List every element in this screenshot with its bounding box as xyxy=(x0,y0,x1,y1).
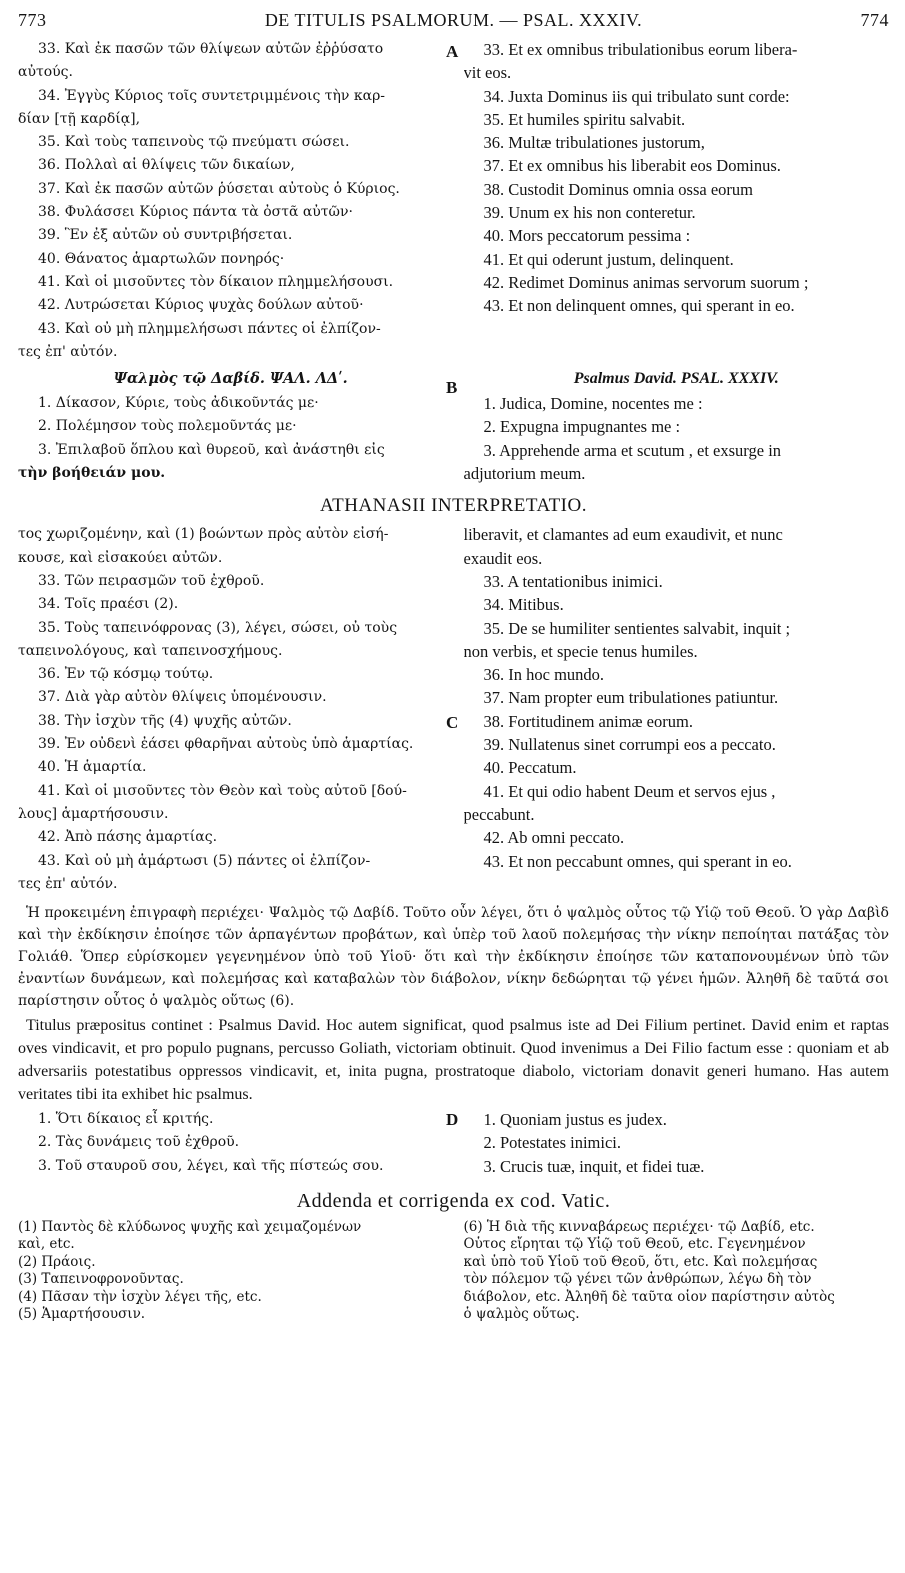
latin-line: non verbis, et specie tenus humiles. xyxy=(463,641,698,661)
greek-line: δίαν [τῇ καρδίᾳ], xyxy=(18,110,141,127)
greek-line: τὴν βοήθειάν μου. xyxy=(18,465,166,482)
latin-line: 33. Et ex omnibus tribulationibus eorum libera- xyxy=(483,40,798,59)
latin-line: 37. Et ex omnibus his liberabit eos Dominus. xyxy=(483,156,781,176)
greek-line: 38. Φυλάσσει Κύριος πάντα τὰ ὀστᾶ αὐτῶν· xyxy=(38,204,353,221)
latin-line: 39. Nullatenus sinet corrumpi eos a peccato. xyxy=(483,735,776,755)
running-head xyxy=(18,10,889,38)
greek-line: 38. Τὴν ἰσχὺν τῆς (4) ψυχῆς αὐτῶν. xyxy=(38,712,292,729)
greek-line: 3. Τοῦ σταυροῦ σου, λέγει, καὶ τῆς πίστεώς σου. xyxy=(38,1157,384,1174)
latin-line: 42. Redimet Dominus animas servorum suorum ; xyxy=(483,272,809,292)
latin-line: 38. Custodit Dominus omnia ossa eorum xyxy=(483,179,753,199)
latin-line: 43. Et non delinquent omnes, qui sperant in eo. xyxy=(483,296,795,316)
note-line: (6) Ἡ διὰ τῆς κινναβάρεως περιέχει· τῷ Δαβίδ, etc. xyxy=(463,1218,815,1235)
greek-line: 34. Τοῖς πραέσι (2). xyxy=(38,596,179,613)
greek-line: τες ἐπ' αὐτόν. xyxy=(18,343,118,360)
addenda-title: Addenda et corrigenda ex cod. Vatic. xyxy=(296,1189,611,1212)
greek-line: 1. Ὅτι δίκαιος εἶ κριτής. xyxy=(38,1111,214,1128)
latin-column xyxy=(454,38,890,364)
greek-psalm-title: Ψαλμὸς τῷ Δαβίδ. ΨΑΛ. ΛΔʹ. xyxy=(113,370,348,388)
greek-line: 37. Διὰ γὰρ αὐτὸν θλίψεις ὑπομένουσιν. xyxy=(38,689,327,706)
latin-line: 39. Unum ex his non conteretur. xyxy=(483,203,696,223)
greek-line: 41. Καὶ οἱ μισοῦντες τὸν Θεὸν καὶ τοὺς αὐτοῦ [δού- xyxy=(38,782,407,799)
greek-line: 2. Τὰς δυνάμεις τοῦ ἐχθροῦ. xyxy=(38,1134,240,1151)
notes-right xyxy=(454,1219,890,1324)
latin-line: liberavit, et clamantes ad eum exaudivit, et nunc xyxy=(463,525,783,545)
note-line: (3) Ταπεινοφρονοῦντας. xyxy=(18,1271,184,1288)
latin-line: 43. Et non peccabunt omnes, qui sperant in eo. xyxy=(483,851,792,871)
latin-column xyxy=(454,1108,890,1178)
note-line: Οὗτος εἴρηται τῷ Υἱῷ τοῦ Θεοῦ, etc. Γεγενημένον xyxy=(463,1236,806,1253)
latin-line: 38. Fortitudinem animæ eorum. xyxy=(483,711,693,731)
latin-line: 40. Peccatum. xyxy=(483,758,577,778)
section-title: ATHANASII INTERPRETATIO. xyxy=(320,495,587,517)
greek-paragraph: Ἡ προκειμένη ἐπιγραφὴ περιέχει· Ψαλμὸς τῷ Δαβίδ. Τοῦτο οὖν λέγει, ὅτι ὁ ψαλμὸς οὗτος τῷ Υἱῷ τοῦ Θεοῦ. Ὁ γὰρ Δαβὶδ καὶ τὴν ἐκδίκησιν ἐποίησε τῶν ἁρπαγέντων προβάτων, καὶ ὑπὲρ τοῦ λαοῦ πολεμήσας τὴν νίκην πεποίηται πατάξας τὸν Γολιάθ. Ὅπερ εὑρίσκομεν γεγενημένον ὑπὸ τοῦ Υἱοῦ· ὅτι καὶ τὴν ἐκδίκησιν ἐποίησε τῶν καταπονουμένων ὑπὸ τῶν ἐναντίων δυνάμεων, καὶ πολεμήσας καὶ καταβαλὼν τὸν διάβολον, νίκην δεδώρηται τῷ γένει ἡμῶν. Ἀληθῆ δὲ ταῦτά σοι παρίστησιν οὗτος ὁ ψαλμὸς οὕτως (6). xyxy=(18,905,889,1010)
greek-line: 35. Καὶ τοὺς ταπεινοὺς τῷ πνεύματι σώσει. xyxy=(38,134,350,151)
greek-line: 1. Δίκασον, Κύριε, τοὺς ἀδικοῦντάς με· xyxy=(38,395,319,412)
greek-line: 42. Ἀπὸ πάσης ἁμαρτίας. xyxy=(38,829,218,846)
latin-line: adjutorium meum. xyxy=(463,464,586,484)
greek-line: 2. Πολέμησον τοὺς πολεμοῦντάς με· xyxy=(38,418,297,435)
addenda-notes xyxy=(18,1219,889,1324)
latin-line: 34. Mitibus. xyxy=(483,595,564,615)
latin-line: 3. Apprehende arma et scutum , et exsurge in xyxy=(483,440,782,460)
greek-column xyxy=(18,1108,454,1178)
note-line: τὸν πόλεμον τῷ γένει τῶν ἀνθρώπων, λέγω δὴ τὸν xyxy=(463,1271,812,1288)
page-number-left: 773 xyxy=(18,10,47,30)
note-line: (5) Ἁμαρτήσουσιν. xyxy=(18,1306,146,1323)
latin-line: 2. Potestates inimici. xyxy=(483,1133,621,1153)
latin-line: 36. In hoc mundo. xyxy=(483,665,605,685)
greek-column xyxy=(18,523,454,896)
note-line: καὶ ὑπὸ τοῦ Υἱοῦ τοῦ Θεοῦ, ὅτι, etc. Καὶ πολεμήσας xyxy=(463,1253,818,1270)
greek-line: 39. Ἓν ἐξ αὐτῶν οὐ συντριβήσεται. xyxy=(38,227,293,244)
greek-line: ταπεινολόγους, καὶ ταπεινοσχήμους. xyxy=(18,642,283,659)
greek-line: 36. Ἐν τῷ κόσμῳ τούτῳ. xyxy=(38,666,214,683)
greek-line: 43. Καὶ οὐ μὴ πλημμελήσωσι πάντες οἱ ἐλπίζον- xyxy=(38,320,381,337)
interpretatio-block xyxy=(18,523,889,896)
note-line: (2) Πράοις. xyxy=(18,1253,96,1270)
note-line: ὁ ψαλμὸς οὕτως. xyxy=(463,1306,580,1323)
greek-line: 34. Ἐγγὺς Κύριος τοῖς συντετριμμένοις τὴν καρ- xyxy=(38,87,386,104)
notes-left xyxy=(18,1219,454,1324)
greek-commentary xyxy=(18,902,889,1012)
latin-line: 42. Ab omni peccato. xyxy=(483,828,625,848)
note-line: διάβολον, etc. Ἀληθῆ δὲ ταῦτα οἷον παρίστησιν αὐτὸς xyxy=(463,1288,835,1305)
margin-marker-b: B xyxy=(446,378,458,398)
latin-line: 3. Crucis tuæ, inquit, et fidei tuæ. xyxy=(483,1156,705,1176)
psalm-verses-d xyxy=(18,1108,889,1178)
greek-column xyxy=(18,366,454,485)
greek-line: τος χωριζομένην, καὶ (1) βοώντων πρὸς αὐτὸν εἰσή- xyxy=(18,526,389,543)
latin-line: 40. Mors peccatorum pessima : xyxy=(483,226,691,246)
note-line: καὶ, etc. xyxy=(18,1236,75,1253)
latin-line: exaudit eos. xyxy=(463,548,543,568)
greek-line: 36. Πολλαὶ αἱ θλίψεις τῶν δικαίων, xyxy=(38,157,295,174)
margin-marker-c: C xyxy=(446,713,459,733)
latin-line: 37. Nam propter eum tribulationes patiuntur. xyxy=(483,688,779,708)
running-title: DE TITULIS PSALMORUM. — PSAL. XXXIV. xyxy=(264,10,643,30)
page-number-right: 774 xyxy=(860,10,889,30)
psalm-34-opening xyxy=(18,366,889,485)
greek-line: λους] ἁμαρτήσουσιν. xyxy=(18,805,169,822)
latin-line: 33. A tentationibus inimici. xyxy=(483,571,663,591)
greek-line: 39. Ἐν οὐδενὶ ἐάσει φθαρῆναι αὐτοὺς ὑπὸ ἁμαρτίας. xyxy=(38,736,414,753)
greek-line: τες ἐπ' αὐτόν. xyxy=(18,875,118,892)
greek-column xyxy=(18,38,454,364)
greek-line: κουσε, καὶ εἰσακούει αὐτῶν. xyxy=(18,549,223,566)
greek-line: 42. Λυτρώσεται Κύριος ψυχὰς δούλων αὐτοῦ· xyxy=(38,297,364,314)
latin-column xyxy=(454,523,890,896)
note-line: (1) Παντὸς δὲ κλύδωνος ψυχῆς καὶ χειμαζομένων xyxy=(18,1218,362,1235)
greek-line: 40. Θάνατος ἁμαρτωλῶν πονηρός· xyxy=(38,250,285,267)
greek-line: 3. Ἐπιλαβοῦ ὅπλου καὶ θυρεοῦ, καὶ ἀνάστηθι εἰς xyxy=(38,441,385,458)
verses-33-43 xyxy=(18,38,889,364)
latin-line: 2. Expugna impugnantes me : xyxy=(483,417,681,437)
greek-line: 40. Ἡ ἁμαρτία. xyxy=(38,759,147,776)
latin-line: vit eos. xyxy=(463,63,512,83)
greek-line: αὐτούς. xyxy=(18,64,73,81)
latin-column xyxy=(454,366,890,485)
greek-line: 37. Καὶ ἐκ πασῶν αὐτῶν ῥύσεται αὐτοὺς ὁ Κύριος. xyxy=(38,180,400,197)
note-line: (4) Πᾶσαν τὴν ἰσχὺν λέγει τῆς, etc. xyxy=(18,1288,262,1305)
latin-line: 35. Et humiles spiritu salvabit. xyxy=(483,109,686,129)
latin-line: 34. Juxta Dominus iis qui tribulato sunt corde: xyxy=(483,86,790,106)
latin-line: 41. Et qui oderunt justum, delinquent. xyxy=(483,249,734,269)
latin-paragraph: Titulus præpositus continet : Psalmus David. Hoc autem significat, quod psalmus iste ad Dei Filium pertinet. David enim et raptas oves vindicavit, et pro populo pugnans, percusso Goliath, victoriam obtinuit. Quod invenimus a Dei Filio factum esse : quoniam et ab adversariis potestatibus oppressos vindicavit, et, inita pugna, prostratoque diabolo, victoriam donavit generi humano. Has autem veritates tibi ita exhibet hic psalmus. xyxy=(18,1017,889,1104)
latin-line: 36. Multæ tribulationes justorum, xyxy=(483,133,705,153)
greek-line: 33. Τῶν πειρασμῶν τοῦ ἐχθροῦ. xyxy=(38,572,265,589)
greek-line: 41. Καὶ οἱ μισοῦντες τὸν δίκαιον πλημμελήσουσι. xyxy=(38,273,394,290)
greek-line: 43. Καὶ οὐ μὴ ἁμάρτωσι (5) πάντες οἱ ἐλπίζον- xyxy=(38,852,371,869)
latin-commentary xyxy=(18,1014,889,1106)
latin-line: 1. Judica, Domine, nocentes me : xyxy=(483,394,703,414)
greek-line: 33. Καὶ ἐκ πασῶν τῶν θλίψεων αὐτῶν ἐῤῥύσατο xyxy=(38,41,384,57)
latin-line: 1. Quoniam justus es judex. xyxy=(483,1110,667,1130)
latin-line: peccabunt. xyxy=(463,804,535,824)
margin-marker-a: A xyxy=(446,42,459,61)
latin-line: 41. Et qui odio habent Deum et servos ejus , xyxy=(483,781,776,801)
latin-psalm-title: Psalmus David. PSAL. XXXIV. xyxy=(573,370,779,388)
page xyxy=(18,10,889,1324)
greek-line: 35. Τοὺς ταπεινόφρονας (3), λέγει, σώσει, οὐ τοὺς xyxy=(38,619,398,636)
margin-marker-d: D xyxy=(446,1110,459,1130)
latin-line: 35. De se humiliter sentientes salvabit, inquit ; xyxy=(483,618,791,638)
